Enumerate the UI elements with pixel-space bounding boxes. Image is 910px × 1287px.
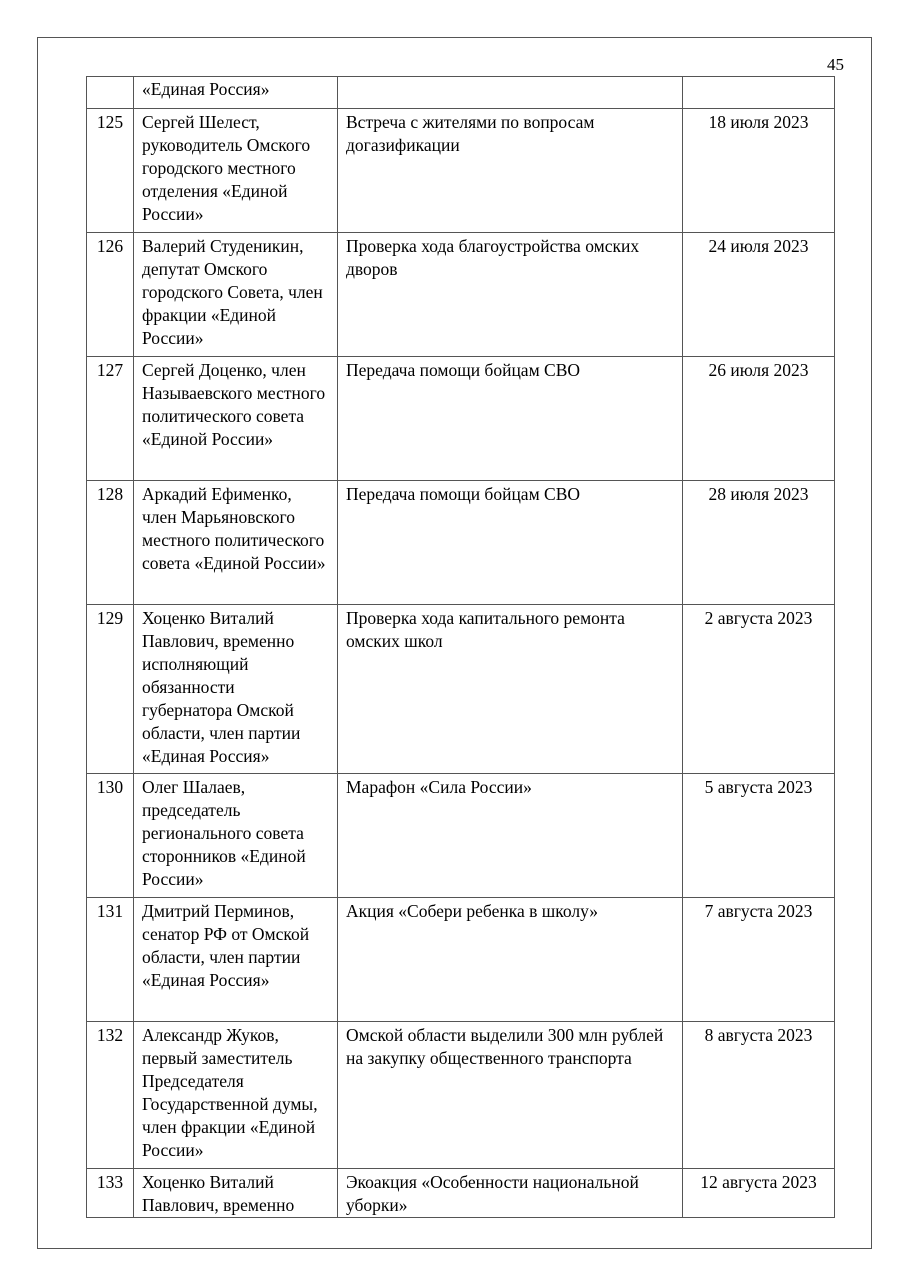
row-number: 129 (87, 605, 134, 774)
row-person: Аркадий Ефименко, член Марьяновского местного политического совета «Единой России» (134, 481, 338, 605)
row-person: Хоценко Виталий Павлович, временно (134, 1169, 338, 1218)
row-number: 130 (87, 774, 134, 898)
row-date: 18 июля 2023 (683, 109, 835, 233)
table-row (87, 605, 835, 774)
table-row (87, 77, 835, 109)
row-person: «Единая Россия» (134, 77, 338, 109)
row-person: Сергей Шелест, руководитель Омского городского местного отделения «Единой России» (134, 109, 338, 233)
row-number: 126 (87, 233, 134, 357)
row-event: Экоакция «Особенности национальной уборки» (338, 1169, 683, 1218)
row-number (87, 77, 134, 109)
row-event: Омской области выделили 300 млн рублей на закупку общественного транспорта (338, 1022, 683, 1169)
row-person: Олег Шалаев, председатель регионального совета сторонников «Единой России» (134, 774, 338, 898)
row-date: 7 августа 2023 (683, 898, 835, 1022)
row-date: 2 августа 2023 (683, 605, 835, 774)
row-number: 127 (87, 357, 134, 481)
table-row (87, 774, 835, 898)
row-date: 28 июля 2023 (683, 481, 835, 605)
row-event (338, 77, 683, 109)
table-row (87, 109, 835, 233)
row-number: 128 (87, 481, 134, 605)
row-date: 8 августа 2023 (683, 1022, 835, 1169)
events-table (86, 76, 835, 1218)
row-number: 125 (87, 109, 134, 233)
row-event: Проверка хода капитального ремонта омских школ (338, 605, 683, 774)
table-row (87, 1169, 835, 1218)
row-number: 133 (87, 1169, 134, 1218)
row-person: Александр Жуков, первый заместитель Председателя Государственной думы, член фракции «Единой России» (134, 1022, 338, 1169)
row-event: Проверка хода благоустройства омских дворов (338, 233, 683, 357)
row-person: Хоценко Виталий Павлович, временно исполняющий обязанности губернатора Омской области, член партии «Единая Россия» (134, 605, 338, 774)
row-person: Дмитрий Перминов, сенатор РФ от Омской области, член партии «Единая Россия» (134, 898, 338, 1022)
row-event: Марафон «Сила России» (338, 774, 683, 898)
table-row (87, 357, 835, 481)
row-event: Акция «Собери ребенка в школу» (338, 898, 683, 1022)
page-number: 45 (827, 55, 844, 74)
row-person: Сергей Доценко, член Называевского местного политического совета «Единой России» (134, 357, 338, 481)
table-row (87, 233, 835, 357)
row-date: 12 августа 2023 (683, 1169, 835, 1218)
table-row (87, 898, 835, 1022)
row-person: Валерий Студеникин, депутат Омского городского Совета, член фракции «Единой России» (134, 233, 338, 357)
row-date: 5 августа 2023 (683, 774, 835, 898)
row-event: Передача помощи бойцам СВО (338, 481, 683, 605)
row-date (683, 77, 835, 109)
table-row (87, 481, 835, 605)
row-date: 24 июля 2023 (683, 233, 835, 357)
row-date: 26 июля 2023 (683, 357, 835, 481)
row-number: 132 (87, 1022, 134, 1169)
row-event: Передача помощи бойцам СВО (338, 357, 683, 481)
table-row (87, 1022, 835, 1169)
row-event: Встреча с жителями по вопросам догазификации (338, 109, 683, 233)
row-number: 131 (87, 898, 134, 1022)
